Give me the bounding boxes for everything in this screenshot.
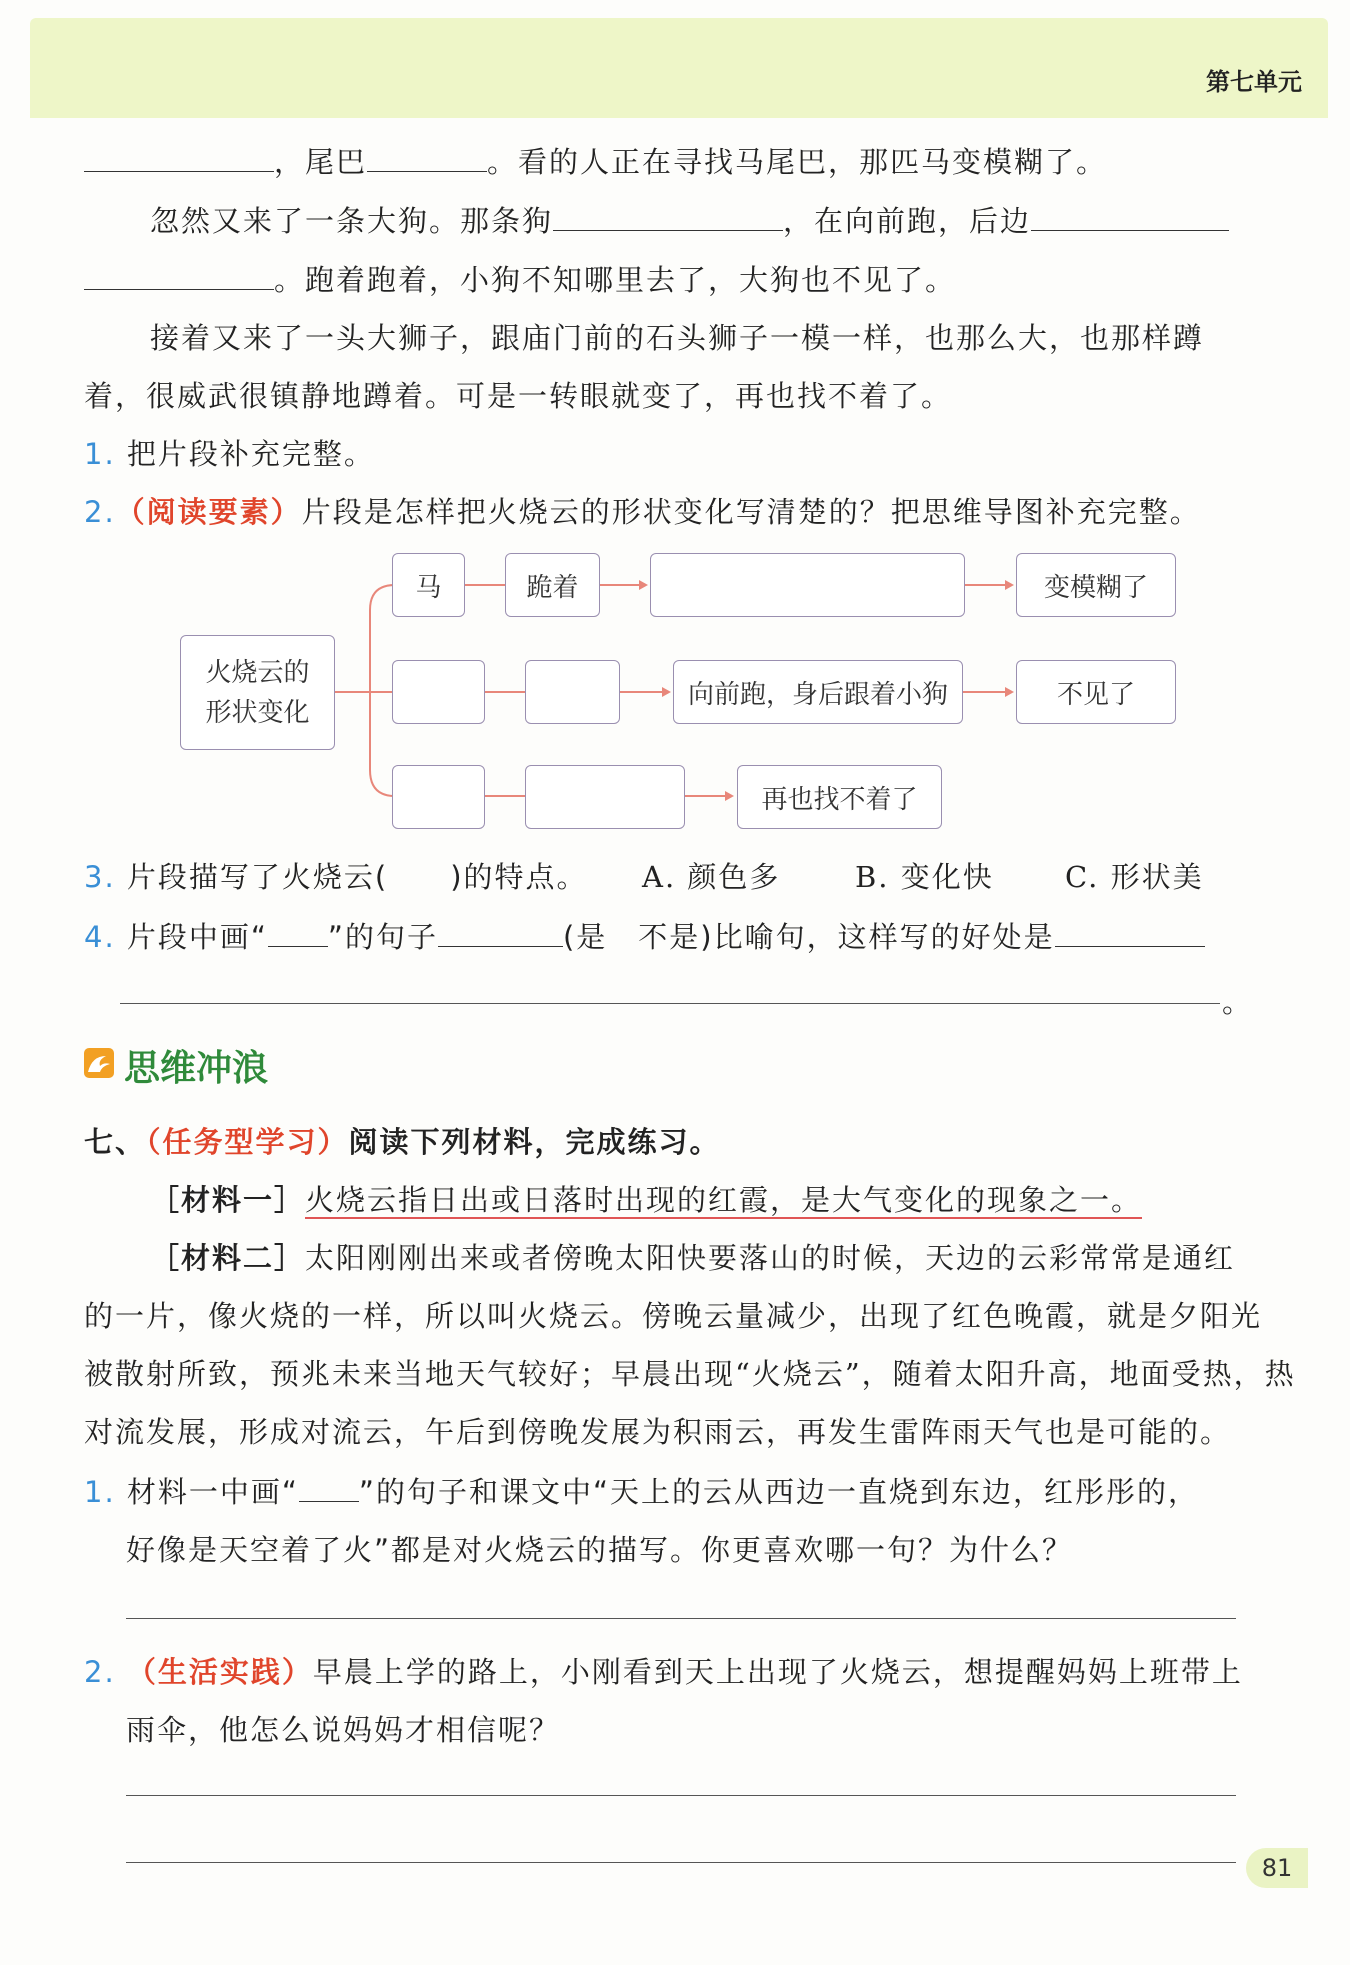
mindmap-blank-r3c2[interactable] — [525, 765, 685, 829]
passage-line-4: 接着又来了一头大狮子，跟庙门前的石头狮子一模一样，也那么大，也那样蹲 — [150, 321, 1205, 355]
page-number: 81 — [1246, 1848, 1308, 1888]
mindmap-box-r1c2: 跪着 — [505, 553, 600, 617]
tag-life-practice: （生活实践） — [126, 1655, 313, 1689]
answer-blank[interactable] — [438, 924, 563, 947]
question-3: 3. 片段描写了火烧云( )的特点。 — [84, 860, 588, 894]
passage-line-2: 忽然又来了一条大狗。那条狗 ，在向前跑，后边 — [150, 199, 1229, 240]
material-1: ［材料一］火烧云指日出或日落时出现的红霞，是大气变化的现象之一。 — [150, 1183, 1143, 1217]
section-title: 思维冲浪 — [124, 1048, 269, 1089]
question-2: 2.（阅读要素）片段是怎样把火烧云的形状变化写清楚的？把思维导图补充完整。 — [84, 495, 1201, 529]
option-b[interactable]: B. 变化快 — [855, 860, 994, 894]
material-2-line-1: ［材料二］太阳刚刚出来或者傍晚太阳快要落山的时候，天边的云彩常常是通红 — [150, 1241, 1236, 1275]
mindmap-box-r2c3: 向前跑，身后跟着小狗 — [673, 660, 963, 724]
mindmap-box-r1c4: 变模糊了 — [1016, 553, 1176, 617]
mindmap-box-r2c4: 不见了 — [1016, 660, 1176, 724]
material-2-line-4: 对流发展，形成对流云，午后到傍晚发展为积雨云，再发生雷阵雨天气也是可能的。 — [84, 1415, 1232, 1449]
underline-mark-blank — [268, 924, 328, 947]
answer-line[interactable] — [120, 1003, 1220, 1004]
question-1: 1. 把片段补充完整。 — [84, 437, 375, 471]
mindmap-root: 火烧云的 形状变化 — [180, 635, 335, 750]
mindmap-blank-r2c2[interactable] — [525, 660, 620, 724]
passage-line-3: 。跑着跑着，小狗不知哪里去了，大狗也不见了。 — [84, 258, 956, 299]
answer-blank[interactable] — [1055, 924, 1205, 947]
mindmap-box-r3c3: 再也找不着了 — [737, 765, 942, 829]
mindmap-blank-r1c3[interactable] — [650, 553, 965, 617]
answer-line[interactable] — [126, 1862, 1236, 1863]
passage-line-1: ，尾巴 。看的人正在寻找马尾巴，那匹马变模糊了。 — [84, 140, 1107, 181]
material-2-line-3: 被散射所致，预兆未来当地天气较好；早晨出现“火烧云”，随着太阳升高，地面受热，热 — [84, 1357, 1296, 1391]
task-question-2-cont: 雨伞，他怎么说妈妈才相信呢？ — [126, 1713, 561, 1747]
task-7-heading: 七、（任务型学习）阅读下列材料，完成练习。 — [84, 1125, 721, 1159]
task-question-1: 1. 材料一中画“ ”的句子和课文中“天上的云从西边一直烧到东边，红彤彤的， — [84, 1475, 1199, 1509]
answer-line[interactable] — [126, 1795, 1236, 1796]
option-c[interactable]: C. 形状美 — [1065, 860, 1204, 894]
question-4: 4. 片段中画“ ”的句子 (是 不是)比喻句，这样写的好处是 — [84, 915, 1205, 956]
material-2-line-2: 的一片，像火烧的一样，所以叫火烧云。傍晚云量减少，出现了红色晚霞，就是夕阳光 — [84, 1299, 1263, 1333]
passage-line-5: 着，很威武很镇静地蹲着。可是一转眼就变了，再也找不着了。 — [84, 379, 953, 413]
wave-icon — [84, 1048, 114, 1078]
tag-reading-element: （阅读要素） — [115, 495, 302, 529]
underline-mark-blank — [299, 1479, 359, 1502]
tag-task-learning: （任务型学习） — [146, 1125, 349, 1159]
mindmap-blank-r2c1[interactable] — [392, 660, 485, 724]
task-question-2: 2. （生活实践）早晨上学的路上，小刚看到天上出现了火烧云，想提醒妈妈上班带上 — [84, 1655, 1243, 1689]
answer-line[interactable] — [126, 1618, 1236, 1619]
period-mark: 。 — [1222, 985, 1254, 1019]
unit-title: 第七单元 — [1206, 68, 1302, 96]
mindmap-blank-r3c1[interactable] — [392, 765, 485, 829]
option-a[interactable]: A. 颜色多 — [642, 860, 781, 894]
task-question-1-cont: 好像是天空着了火”都是对火烧云的描写。你更喜欢哪一句？为什么？ — [126, 1533, 1074, 1567]
mindmap-box-r1c1: 马 — [392, 553, 465, 617]
